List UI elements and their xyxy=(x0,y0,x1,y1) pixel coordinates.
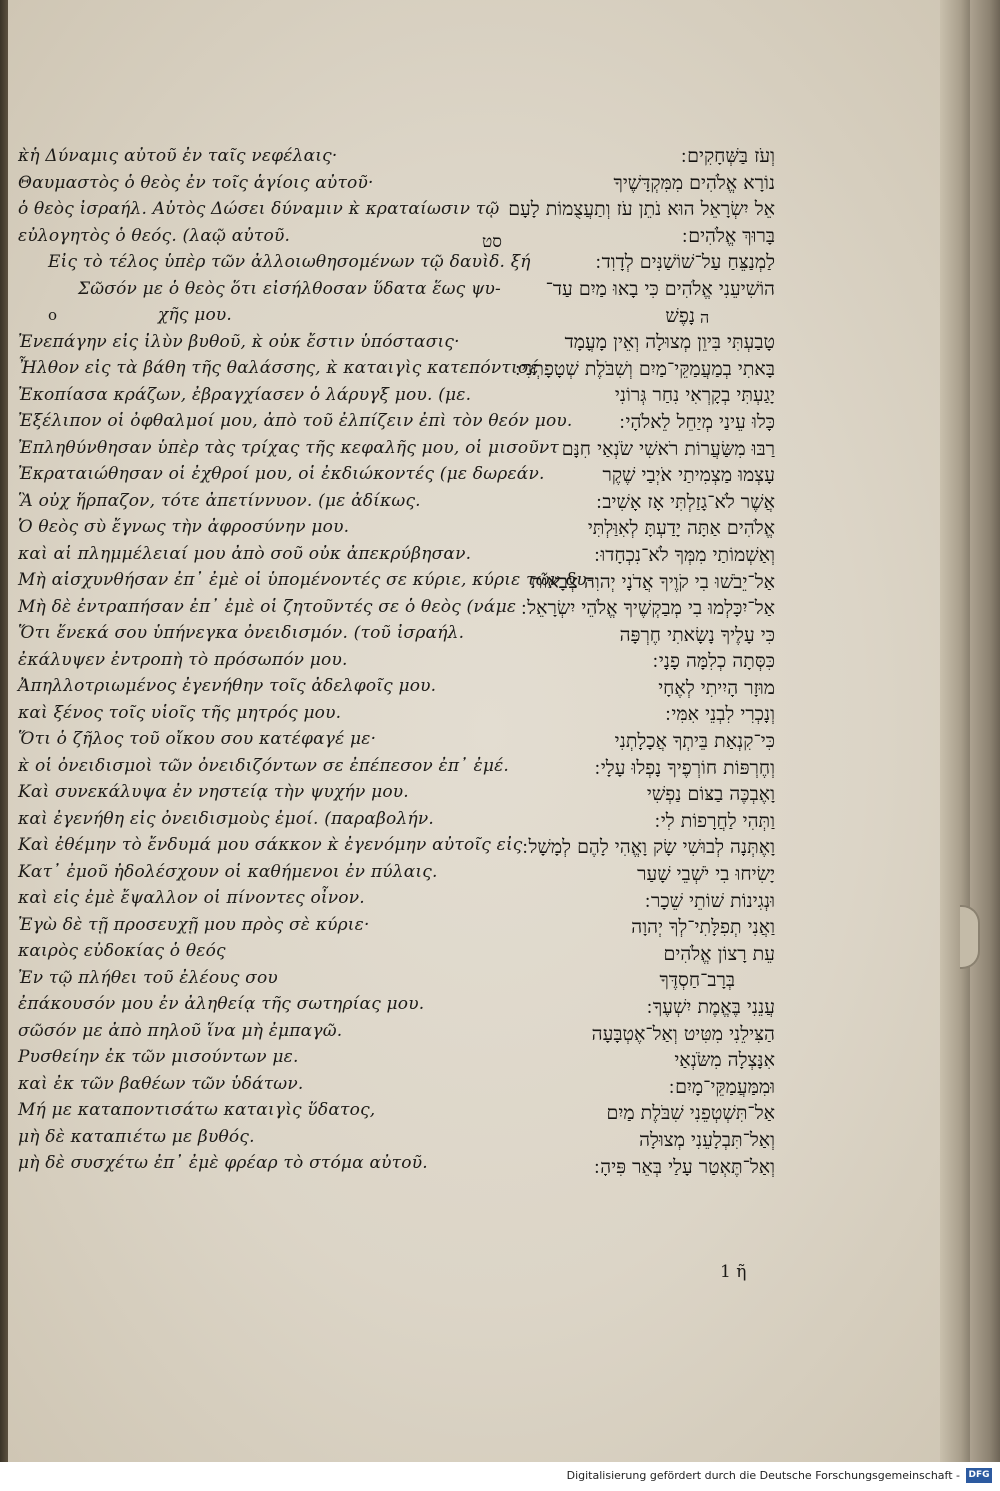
greek-line: Ἐπληθύνθησαν ὑπὲρ τὰς τρίχας τῆς κεφαλῆς μου, οἱ μισοῦντ xyxy=(18,437,559,458)
greek-line: ἐκάλυψεν ἐντροπὴ τὸ πρόσωπόν μου. xyxy=(18,649,348,670)
greek-line: καιρὸς εὐδοκίας ὁ θεός xyxy=(18,941,226,961)
greek-margin-mark: ο xyxy=(48,306,58,324)
hebrew-line: וּנְגִינוֹת שׁוֹתֵי שֵׁכָר ׃ xyxy=(645,889,775,912)
greek-line: κ̀ οἱ ὀνειδισμοὶ τῶν ὀνειδιζόντων σε ἐπέπεσον ἐπ᾽ ἐμέ. xyxy=(18,755,510,776)
greek-line: Κατ᾽ ἐμοῦ ἠδολέσχουν οἱ καθήμενοι ἐν πύλαις. xyxy=(18,861,438,882)
hebrew-line: כִּי עָלֶיךָ נָשָׂאתִי חֶרְפָּה xyxy=(619,623,775,646)
hebrew-line: וְעֹז בַּשְּׁחָקִים ׃ xyxy=(681,145,775,167)
hebrew-line: נוֹרָא אֱלֹהִים מִמִּקְדָּשֶׁיךָ xyxy=(613,171,775,194)
hebrew-line: לַמְנַצֵּחַ עַל־שׁוֹשַׁנִּים לְדָוִד ׃ xyxy=(595,251,775,274)
greek-line: ἐπάκουσόν μου ἐν ἀληθείᾳ τῆς σωτηρίας μου. xyxy=(18,994,425,1014)
greek-line: Θαυμαστὸς ὁ θεὸς ἐν τοῖς ἁγίοις αὐτοῦ· xyxy=(18,172,374,193)
hebrew-line: וָאֶבְכֶּה בַצּוֹם נַפְשִׁי xyxy=(646,783,775,806)
greek-line: καὶ εἰς ἐμὲ ἔψαλλον οἱ πίνοντες οἶνον. xyxy=(18,888,365,908)
greek-line: μὴ δὲ συσχέτω ἐπ᾽ ἐμὲ φρέαρ τὸ στόμα αὐτοῦ. xyxy=(18,1153,428,1173)
hebrew-line: וַאֲנִי תְפִלָּתִי־לְךָ יְהוָה xyxy=(631,916,775,939)
greek-line: Μὴ δὲ ἐντραπήσαν ἐπ᾽ ἐμὲ οἱ ζητοῦντές σε ὁ θεὸς (νάμε xyxy=(18,596,517,617)
greek-line: καὶ ξένος τοῖς υἱοῖς τῆς μητρός μου. xyxy=(18,702,342,723)
greek-line: Σῶσόν με ὁ θεὸς ὅτι εἰσήλθοσαν ὕδατα ἕως ψυ- xyxy=(78,278,502,299)
hebrew-line: אֵל יִשְׂרָאֵל הוּא נֹתֵן עֹז וְתַעֲצֻמוֹת לָעָם xyxy=(508,198,775,221)
greek-line: καὶ αἱ πλημμέλειαί μου ἀπὸ σοῦ οὐκ ἀπεκρύβησαν. xyxy=(18,543,472,564)
hebrew-line: וּמִמַּעֲמַקֵּי־מָיִם ׃ xyxy=(669,1075,775,1098)
hebrew-line: נָפֶשׁ xyxy=(665,304,695,327)
hebrew-line: אֱלֹהִים אַתָּה יָדַעְתָּ לְאִוַּלְתִּי xyxy=(587,517,775,540)
greek-line: Μή με καταποντισάτω καταιγὶς ὕδατος, xyxy=(18,1100,376,1120)
hebrew-line: וְאַל־תִּבְלָעֵנִי מְצוּלָה xyxy=(639,1128,775,1151)
hebrew-line: אַל־תִּשְׁטְפֵנִי שִׁבֹּלֶת מַיִם xyxy=(606,1102,775,1125)
greek-line: Ἐγὼ δὲ τῇ προσευχῇ μου πρὸς σὲ κύριε· xyxy=(18,914,370,935)
greek-line: ὁ θεὸς ἰσραήλ. Αὐτὸς Δώσει δύναμιν κ̀ κραταίωσιν τῷ xyxy=(18,199,500,219)
hebrew-line: עָצְמוּ מַצְמִיתַי אֹיְבַי שֶׁקֶר xyxy=(602,464,775,487)
greek-line: Ἀπηλλοτριωμένος ἐγενήθην τοῖς ἀδελφοῖς μου. xyxy=(18,676,437,696)
hebrew-line: בְּרָב־חַסְדֶּךָ xyxy=(659,969,735,992)
greek-line: Ἃ οὐχ ἥρπαζον, τότε ἀπετίννυον. (με ἀδίκως. xyxy=(18,490,421,511)
greek-line: Καὶ ἐθέμην τὸ ἔνδυμά μου σάκκον κ̀ ἐγενόμην αὐτοῖς εἰς xyxy=(18,835,523,855)
hebrew-line: רַבּוּ מִשַּׂעֲרוֹת רֹאשִׁי שֹׂנְאַי חִנָּם xyxy=(561,437,775,460)
hebrew-margin-mark: ה xyxy=(700,308,710,327)
hebrew-line: בָּאתִי בְמַעֲמַקֵּי־מַיִם וְשִׁבֹּלֶת שְׁטָפָתְנִי ׃ xyxy=(515,357,775,380)
hebrew-line: וָאֶתְּנָה לְבוּשִׁי שָׂק וָאֱהִי לָהֶם לְמָשָׁל ׃ xyxy=(522,836,775,859)
greek-line: Ὅτι ἕνεκά σου ὑπήνεγκα ὀνειδισμόν. (τοῦ ἰσραήλ. xyxy=(18,623,465,643)
hebrew-line: עֵת רָצוֹן אֱלֹהִים xyxy=(663,942,775,965)
greek-line: σῶσόν με ἀπὸ πηλοῦ ἵνα μὴ ἐμπαγῶ. xyxy=(18,1020,343,1041)
greek-line: καὶ ἐκ τῶν βαθέων τῶν ὑδάτων. xyxy=(18,1073,304,1094)
greek-line: Ἐκραταιώθησαν οἱ ἐχθροί μου, οἱ ἐκδιώκοντές (με δωρεάν. xyxy=(18,464,545,484)
greek-line: χῆς μου. xyxy=(158,305,233,325)
folio-signature: 1 ῆ xyxy=(720,1262,747,1282)
hebrew-line: כִּי־קִנְאַת בֵּיתְךָ אֲכָלָתְנִי xyxy=(614,730,775,753)
hebrew-line: וְחֶרְפּוֹת חוֹרְפֶיךָ נָפְלוּ עָלָי ׃ xyxy=(594,756,775,779)
greek-line: Καὶ συνεκάλυψα ἐν νηστείᾳ τὴν ψυχήν μου. xyxy=(18,782,409,802)
hebrew-line: אִנָּצְלָה מִשֹּׂנְאַי xyxy=(674,1049,775,1072)
hebrew-line: וַתְּהִי לַחֲרָפוֹת לִי ׃ xyxy=(654,809,775,832)
greek-line: Ρυσθείην ἐκ τῶν μισούντων με. xyxy=(18,1047,299,1067)
greek-line: Εἰς τὸ τέλος ὑπὲρ τῶν ἀλλοιωθησομένων τῷ δαυὶδ. ξή xyxy=(48,252,531,272)
hebrew-line: כִּסְּתָה כְלִמָּה פָנָי ׃ xyxy=(652,650,775,673)
greek-line: Ἐξέλιπον οἱ ὀφθαλμοί μου, ἀπὸ τοῦ ἐλπίζειν ἐπὶ τὸν θεόν μου. xyxy=(18,411,573,431)
hebrew-line: עֲנֵנִי בֶּאֱמֶת יִשְׁעֶךָ ׃ xyxy=(646,996,775,1018)
hebrew-line: אַל־יִכָּלְמוּ בִי מְבַקְשֶׁיךָ אֱלֹהֵי יִשְׂרָאֵל ׃ xyxy=(521,597,775,620)
hebrew-line: יָשִׂיחוּ בִי יֹשְׁבֵי שָׁעַר xyxy=(637,863,775,886)
hebrew-line: מוּזָר הָיִיתִי לְאֶחָי xyxy=(658,676,775,699)
greek-line: κ̀ἡ Δύναμις αὐτοῦ ἐν ταῖς νεφέλαις· xyxy=(18,146,338,166)
greek-line: Μὴ αἰσχυνθήσαν ἐπ᾽ ἐμὲ οἱ ὑπομένοντές σε κύριε, κύριε τῶν δυ- xyxy=(18,570,593,590)
greek-line: καὶ ἐγενήθη εἰς ὀνειδισμοὺς ἐμοί. (παραβολήν. xyxy=(18,808,434,829)
hebrew-line: בָּרוּךְ אֱלֹהִים ׃ xyxy=(682,224,775,247)
greek-line: μὴ δὲ καταπιέτω με βυθός. xyxy=(18,1126,255,1147)
hebrew-line: יָגַעְתִּי בְקָרְאִי נִחַר גְּרוֹנִי xyxy=(614,384,775,407)
hebrew-line: וְאַל־תֶּאְטַר עָלַי בְּאֵר פִּיהָ ׃ xyxy=(594,1155,775,1178)
hebrew-line: כָּלוּ עֵינַי מְיַחֵל לֵאלֹהָי ׃ xyxy=(619,410,775,433)
hebrew-line: הוֹשִׁיעֵנִי אֱלֹהִים כִּי בָאוּ מַיִם עַד־ xyxy=(545,277,775,300)
greek-line: Ὅτι ὁ ζῆλος τοῦ οἴκου σου κατέφαγέ με· xyxy=(18,729,377,749)
hebrew-line: אֲשֶׁר לֹא־גָזַלְתִּי אָז אָשִׁיב ׃ xyxy=(596,490,775,513)
greek-line: Ἦλθον εἰς τὰ βάθη τῆς θαλάσσης, κ̀ καταιγὶς κατεπόντισέ xyxy=(18,358,539,378)
greek-line: Ἐκοπίασα κράζων, ἐβραγχίασεν ὁ λάρυγξ μου. (με. xyxy=(18,384,472,405)
greek-line: Ὁ θεὸς σὺ ἔγνως τὴν ἀφροσύνην μου. xyxy=(18,517,350,537)
hebrew-line: טָבַעְתִּי בִּיוֵן מְצוּלָה וְאֵין מָעֳמָד xyxy=(564,331,775,354)
page-edge xyxy=(940,0,970,1462)
greek-line: εὐλογητὸς ὁ θεός. (λαῷ αὐτοῦ. xyxy=(18,225,291,246)
greek-line: Ἐνεπάγην εἰς ἰλὺν βυθοῦ, κ̀ οὐκ ἔστιν ὑπόστασις· xyxy=(18,331,460,352)
tab-marker xyxy=(960,905,980,969)
hebrew-line: הַצִּילֵנִי מִטִּיט וְאַל־אֶטְבָּעָה xyxy=(591,1022,775,1045)
hebrew-column xyxy=(445,143,775,1180)
hebrew-psalm-number: סט xyxy=(482,232,502,252)
hebrew-line: וְאַשְׁמוֹתַי מִמְּךָ לֹא־נִכְחָדוּ ׃ xyxy=(594,543,775,566)
greek-line: Ἐν τῷ πλήθει τοῦ ἐλέους σου xyxy=(18,967,278,988)
dfg-logo: DFG xyxy=(966,1468,992,1483)
hebrew-line: וְנָכְרִי לִבְנֵי אִמִּי ׃ xyxy=(665,703,775,726)
hebrew-line: אַל־יֵבֹשׁוּ בִי קֹוֶיךָ אֲדֹנָי יְהוִה צְבָאוֹת xyxy=(530,570,775,593)
footer-credit: Digitalisierung gefördert durch die Deutsche Forschungsgemeinschaft - xyxy=(566,1469,960,1482)
